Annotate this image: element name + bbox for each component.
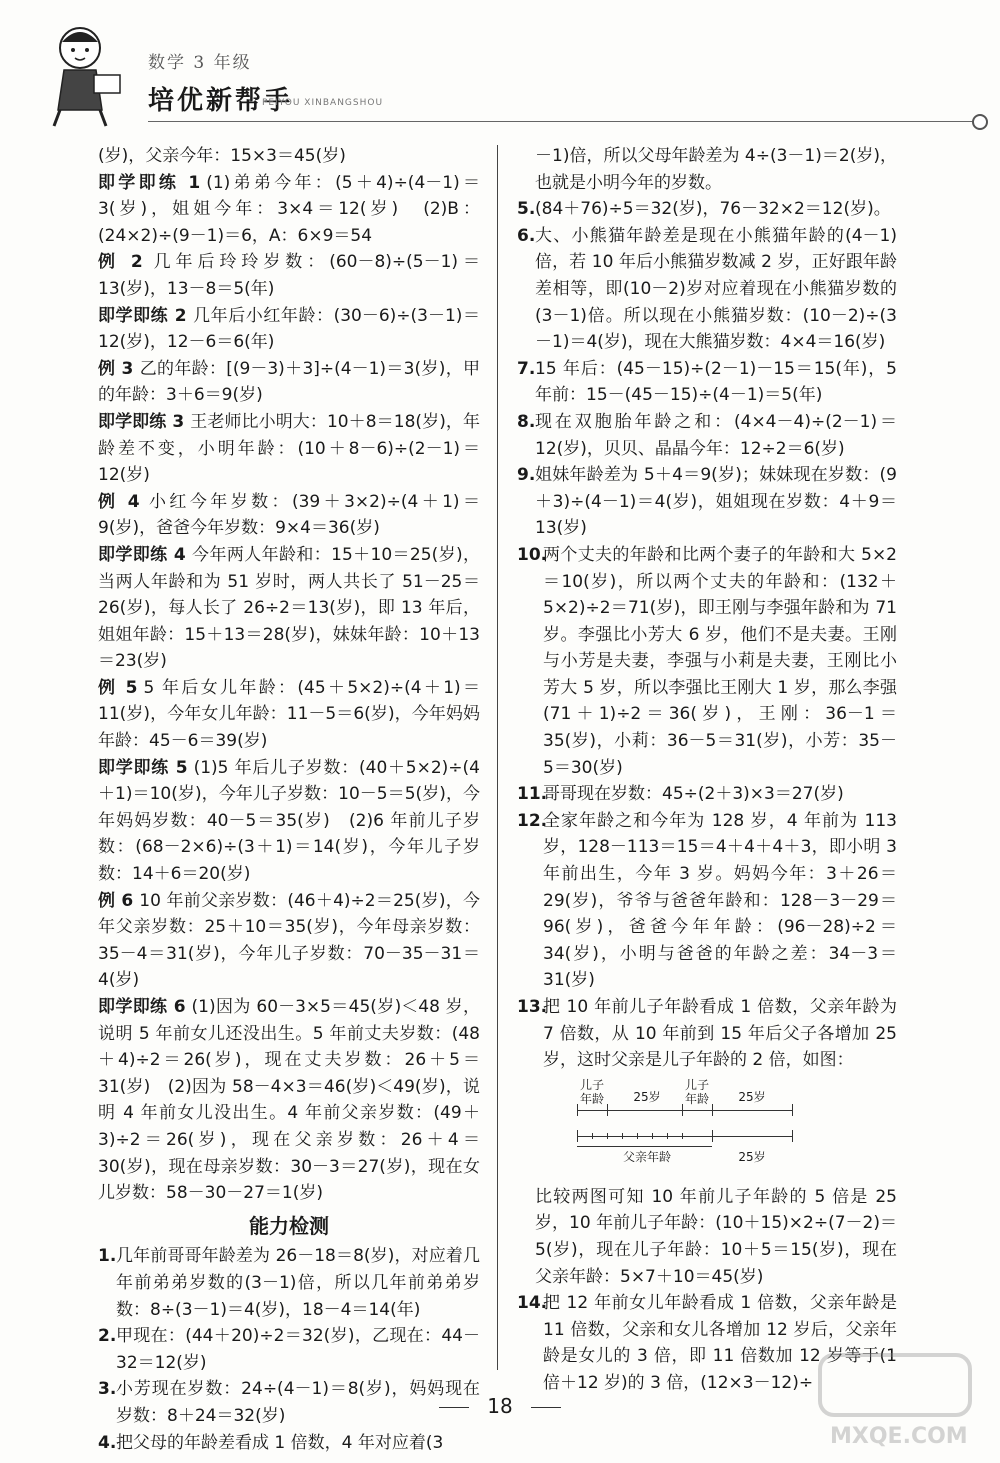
- page-number-text: 18: [487, 1394, 513, 1418]
- numbered-answer: [517, 781, 897, 808]
- diagram-son-label-1: 儿子年龄: [579, 1077, 604, 1106]
- answer-number: 12.: [517, 810, 548, 831]
- diagram-son-label-2: 儿子年龄: [684, 1077, 709, 1106]
- diagram-gap-1: 25岁: [633, 1089, 661, 1104]
- answer-text: 几年后玲玲岁数：(60－8)÷(5－1)＝13(岁)，13－8＝5(年): [98, 252, 481, 299]
- diagram-father-brace: [577, 1146, 712, 1147]
- answer-paragraph: [98, 249, 480, 302]
- answer-text: 小芳现在岁数：24÷(4－1)＝8(岁)，妈妈现在岁数：8＋24＝32(岁): [116, 1379, 480, 1426]
- numbered-answer: [517, 462, 897, 542]
- section-title: 能力检测: [249, 1213, 329, 1238]
- diagram-tick: [682, 1133, 683, 1139]
- answer-number: 14.: [517, 1293, 548, 1314]
- answer-text: 哥哥现在岁数：45÷(2＋3)×3＝27(岁): [543, 784, 844, 805]
- column-divider: [497, 145, 498, 1370]
- example-label: 例 2: [98, 252, 143, 273]
- answer-number: 3.: [98, 1379, 117, 1400]
- answer-text: 把 10 年前儿子年龄看成 1 倍数，父亲年龄为 7 倍数，从 10 年前到 15 年后父子各增加 25 岁，这时父亲是儿子年龄的 2 倍，如图：: [543, 997, 897, 1071]
- answer-text: (1)弟弟今年：(5＋4)÷(4－1)＝3(岁)，姐姐今年：3×4＝12(岁) (2)B：(24×2)÷(9－1)＝6，A：6×9＝54: [98, 172, 481, 246]
- page-number-dash: [531, 1407, 561, 1408]
- answer-text: 大、小熊猫年龄差是现在小熊猫年龄的(4－1)倍，若 10 年后小熊猫岁数减 2 岁，正好跟年龄差相等，即(10－2)岁对应着现在小熊猫岁数的(3－1)倍。所以现在小熊猫岁数：(10－2)÷(3－1)＝4(岁)，现在大熊猫岁数：4×4＝16(岁): [535, 225, 897, 353]
- answer-text: 甲现在：(44＋20)÷2＝32(岁)，乙现在：44－32＝12(岁): [116, 1326, 480, 1373]
- answer-number: 4.: [98, 1432, 117, 1453]
- right-column: [517, 143, 897, 1397]
- answer-number: 10.: [517, 544, 548, 565]
- answer-number: 6.: [517, 225, 536, 246]
- answer-number: [517, 1184, 535, 1290]
- diagram-tick: [577, 1130, 578, 1142]
- answer-text: (1)5 年后儿子岁数：(40＋5×2)÷(4＋1)＝10(岁)，今年儿子岁数：10－5＝5(岁)，今年妈妈岁数：40－5＝35(岁) (2)6 年前儿子岁数：(68－2×6)÷(3＋1)＝14(岁)，今年儿子岁数：14＋6＝20(岁): [98, 757, 480, 885]
- page-number-dash: [439, 1407, 469, 1408]
- age-diagram: [577, 1078, 837, 1178]
- diagram-son-line: [577, 1110, 792, 1111]
- numbered-answer: [517, 409, 897, 462]
- header-ornament-icon: [972, 114, 988, 130]
- example-label: 即学即练 2: [98, 305, 187, 326]
- answer-text: 小红今年岁数：(39＋3×2)÷(4＋1)＝9(岁)，爸爸今年岁数：9×4＝36(岁): [98, 491, 480, 539]
- example-label: 即学即练 6: [98, 997, 186, 1017]
- diagram-tick: [667, 1133, 668, 1139]
- diagram-tick: [682, 1104, 683, 1116]
- answer-paragraph: [98, 542, 480, 675]
- numbered-answer: [98, 1243, 480, 1323]
- example-label: 即学即练 4: [98, 544, 186, 565]
- numbered-answer: [517, 223, 897, 356]
- answer-text: 几年后小红年龄：(30－6)÷(3－1)＝12(岁)，12－6＝6(年): [98, 305, 480, 353]
- answer-text: 两个丈夫的年龄和比两个妻子的年龄和大 5×2＝10(岁)，所以两个丈夫的年龄和：(132＋5×2)÷2＝71(岁)，即王刚与李强年龄和为 71 岁。李强比小芳大 6 岁，他们不是夫妻。王刚与小芳是夫妻，李强与小莉是夫妻，王刚比小芳大 5 岁，所以李强比王刚大 1 岁，那么李强(71＋1)÷2＝36(岁)，王刚：36－1＝35(岁)，小莉：36－5＝31(岁)，小芳：35－5＝30(岁): [543, 544, 897, 778]
- watermark-logo: [810, 1345, 990, 1455]
- diagram-tick: [607, 1133, 608, 1139]
- numbered-answer: [517, 143, 897, 196]
- diagram-tick: [577, 1104, 578, 1116]
- diagram-tick: [592, 1133, 593, 1139]
- answer-text: 15 年后：(45－15)÷(2－1)－15＝15(年)，5 年前：15－(45－15)÷(4－1)＝5(年): [535, 358, 897, 406]
- example-label: 即学即练 1: [98, 172, 201, 193]
- diagram-tick: [712, 1130, 713, 1142]
- diagram-tick: [607, 1104, 608, 1116]
- answer-number: 8.: [517, 411, 536, 432]
- answer-number: 2.: [98, 1326, 117, 1347]
- answer-text: 现在双胞胎年龄之和：(4×4－4)÷(2－1)＝12(岁)，贝贝、晶晶今年：12÷2＝6(岁): [535, 411, 897, 459]
- answer-text: (1)因为 60－3×5＝45(岁)＜48 岁，说明 5 年前女儿还没出生。5 年前丈夫岁数：(48＋4)÷2＝26(岁)，现在丈夫岁数：26＋5＝31(岁) (2)因为 58－4×3＝46(岁)＜49(岁)，说明 4 年前女儿没出生。4 年前父亲岁数：(49＋3)÷2＝26(岁)，现在父亲岁数：26＋4＝30(岁)，现在母亲岁数：30－3＝27(岁)，现在女儿岁数：58－30－27＝1(岁): [98, 997, 480, 1204]
- diagram-tick: [652, 1133, 653, 1139]
- answer-paragraph: [98, 755, 480, 888]
- answer-paragraph: [98, 143, 480, 170]
- left-column: [98, 143, 480, 1456]
- numbered-answer: [98, 1323, 480, 1376]
- numbered-answer: [517, 808, 897, 994]
- answer-paragraph: [98, 675, 480, 755]
- diagram-father-label: 父亲年龄: [622, 1149, 671, 1164]
- answer-text: 全家年龄之和今年为 128 岁，4 年前为 113 岁，128－113＝15＝4＋4＋4＋3，即小明 3 年前出生，今年 3 岁。妈妈今年：3＋26＝29(岁)，爷爷与爸爸年龄和：128－3－29＝96(岁)，爸爸今年年龄：(96－28)÷2＝34(岁)，小明与爸爸的年龄之差：34－3＝31(岁): [543, 810, 897, 991]
- answer-text: (84＋76)÷5＝32(岁)，76－32×2＝12(岁)。: [535, 199, 891, 220]
- grade-subtitle: 数学 3 年级: [148, 53, 252, 73]
- answer-number: 5.: [517, 199, 536, 220]
- page-header: [30, 20, 980, 130]
- answer-text: 王老师比小明大：10＋8＝18(岁)，年龄差不变，小明年龄：(10＋8－6)÷(2－1)＝12(岁): [98, 411, 481, 486]
- answer-text: 乙的年龄：[(9－3)＋3]÷(4－1)＝3(岁)，甲的年龄：3＋6＝9(岁): [98, 358, 481, 406]
- answer-number: 7.: [517, 358, 536, 379]
- example-label: 即学即练 3: [98, 411, 185, 432]
- watermark-text: MXQE.COM: [830, 1424, 968, 1449]
- book-title: 培优新帮手: [148, 86, 294, 116]
- answer-number: 11.: [517, 784, 548, 805]
- diagram-tick: [792, 1130, 793, 1142]
- example-label: 例 4: [98, 491, 140, 512]
- numbered-answer: [517, 196, 897, 223]
- answer-paragraph: [98, 409, 480, 489]
- answer-number: 1.: [98, 1246, 117, 1267]
- answer-text: －1)倍，所以父母年龄差为 4÷(3－1)＝2(岁)，也就是小明今年的岁数。: [535, 146, 897, 193]
- answer-text: 今年两人年龄和：15＋10＝25(岁)，当两人年龄和为 51 岁时，两人共长了 51－25＝26(岁)，每人长了 26÷2＝13(岁)，即 13 年后，姐姐年龄：15＋13＝28(岁)，妹妹年龄：10＋13＝23(岁): [98, 544, 480, 672]
- answer-paragraph: [98, 170, 480, 250]
- answer-text: 10 年前父亲岁数：(46＋4)÷2＝25(岁)，今年父亲岁数：25＋10＝35(岁)，今年母亲岁数：35－4＝31(岁)，今年儿子岁数：70－35－31＝4(岁): [98, 890, 480, 991]
- mascot-illustration: [40, 20, 130, 130]
- answer-text: 把父母的年龄差看成 1 倍数，4 年对应着(3: [116, 1432, 444, 1453]
- numbered-answer: [517, 542, 897, 781]
- numbered-answer: [517, 356, 897, 409]
- answer-number: 9.: [517, 465, 536, 486]
- example-label: 例 5: [98, 677, 138, 698]
- example-label: 即学即练 5: [98, 757, 188, 778]
- numbered-answer: [517, 994, 897, 1074]
- numbered-answer: [98, 1430, 480, 1457]
- diagram-tick: [637, 1133, 638, 1139]
- example-label: 例 3: [98, 358, 134, 379]
- answer-paragraph: [98, 489, 480, 542]
- answer-paragraph: [98, 303, 480, 356]
- answer-number: [517, 143, 535, 196]
- header-rule: [148, 121, 980, 122]
- answer-paragraph: [98, 994, 480, 1207]
- diagram-gap-3: 25岁: [738, 1149, 766, 1164]
- example-label: 例 6: [98, 890, 134, 911]
- answer-paragraph: [98, 888, 480, 994]
- numbered-answer: [517, 1184, 897, 1290]
- answer-text: 姐妹年龄差为 5＋4＝9(岁)；妹妹现在岁数：(9＋3)÷(4－1)＝4(岁)，姐姐现在岁数：4＋9＝13(岁): [535, 465, 897, 539]
- diagram-tick: [712, 1104, 713, 1116]
- answer-text: (岁)，父亲今年：15×3＝45(岁): [98, 146, 346, 166]
- diagram-father-line: [577, 1136, 792, 1137]
- answer-paragraph: [98, 356, 480, 409]
- diagram-tick: [792, 1104, 793, 1116]
- answer-text: 5 年后女儿年龄：(45＋5×2)÷(4＋1)＝11(岁)，今年女儿年龄：11－5＝6(岁)，今年妈妈年龄：45－6＝39(岁): [98, 677, 480, 752]
- diagram-gap-2: 25岁: [738, 1089, 766, 1104]
- answer-text: 把 12 年前女儿年龄看成 1 倍数，父亲年龄是 11 倍数，父亲和女儿各增加 12 岁后，父亲年龄是女儿的 3 倍，即 11 倍数加 12 岁等于(1 倍＋12 岁)的 3 倍，(12×3－12)÷: [543, 1293, 897, 1393]
- diagram-tick: [622, 1133, 623, 1139]
- book-title-pinyin: PEIYOU XINBANGSHOU: [262, 98, 384, 108]
- answer-text: 几年前哥哥年龄差为 26－18＝8(岁)，对应着几年前弟弟岁数的(3－1)倍，所以几年前弟弟岁数：8÷(3－1)＝4(岁)，18－4＝14(年): [116, 1246, 480, 1320]
- answer-text: 比较两图可知 10 年前儿子年龄的 5 倍是 25 岁，10 年前儿子年龄：(10＋15)×2÷(7－2)＝5(岁)，现在儿子年龄：10＋5＝15(岁)，现在父亲年龄：5×7＋10＝45(岁): [535, 1186, 897, 1287]
- answer-number: 13.: [517, 997, 548, 1017]
